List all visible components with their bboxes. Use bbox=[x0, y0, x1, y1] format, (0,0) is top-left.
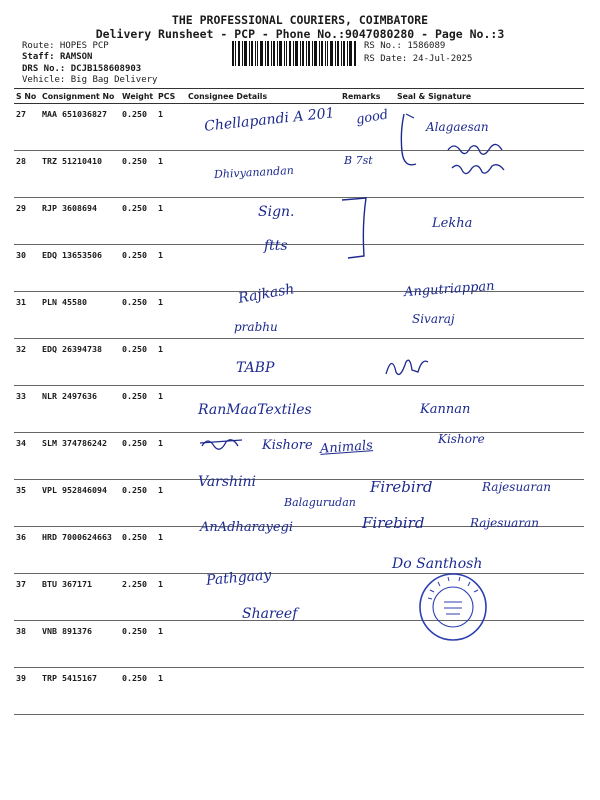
handwritten-extra: Balagurudan bbox=[284, 496, 356, 509]
sno-cell: 30 bbox=[14, 245, 40, 292]
signature-scribble bbox=[382, 352, 432, 382]
remark-bracket-scribble bbox=[340, 196, 370, 262]
signature-cell bbox=[395, 198, 584, 245]
round-seal-stamp bbox=[418, 572, 488, 642]
staff-value: RAMSON bbox=[59, 52, 93, 62]
col-header-sno: S No bbox=[14, 89, 40, 104]
vehicle-label: Vehicle: Big Bag Delivery bbox=[22, 75, 158, 85]
weight-cell: 0.250 bbox=[120, 198, 156, 245]
weight-cell: 0.250 bbox=[120, 245, 156, 292]
col-header-consignee: Consignee Details bbox=[186, 89, 340, 104]
handwritten-signature: Do Santhosh bbox=[392, 556, 483, 572]
struck-out-scribble bbox=[200, 432, 242, 454]
handwritten-remark: Firebird bbox=[370, 478, 433, 496]
pcs-cell: 1 bbox=[156, 151, 186, 198]
weight-cell: 0.250 bbox=[120, 433, 156, 480]
sno-cell: 39 bbox=[14, 668, 40, 715]
handwritten-signature: Rajesuaran bbox=[482, 480, 551, 494]
pcs-cell: 1 bbox=[156, 621, 186, 668]
pcs-cell: 1 bbox=[156, 668, 186, 715]
pcs-cell: 1 bbox=[156, 339, 186, 386]
weight-cell: 0.250 bbox=[120, 527, 156, 574]
handwritten-consignee: Rajkash bbox=[237, 281, 296, 307]
table-row bbox=[14, 245, 584, 292]
signature-scribble-tamil bbox=[446, 138, 526, 188]
handwritten-consignee: RanMaaTextiles bbox=[198, 402, 312, 418]
pcs-cell: 1 bbox=[156, 386, 186, 433]
remarks-cell bbox=[340, 621, 395, 668]
consignment-cell: HRD 7000624663 bbox=[40, 527, 120, 574]
pcs-cell: 1 bbox=[156, 292, 186, 339]
handwritten-consignee: Pathgaay bbox=[205, 567, 272, 589]
table-row bbox=[14, 198, 584, 245]
pcs-cell: 1 bbox=[156, 433, 186, 480]
remarks-cell bbox=[340, 527, 395, 574]
table-row bbox=[14, 527, 584, 574]
handwritten-signature: Rajesuaran bbox=[470, 516, 539, 530]
weight-cell: 0.250 bbox=[120, 151, 156, 198]
col-header-signature: Seal & Signature bbox=[395, 89, 584, 104]
handwritten-remark: Animals bbox=[319, 438, 374, 457]
handwritten-consignee: TABP bbox=[236, 360, 275, 376]
signature-cell bbox=[395, 668, 584, 715]
handwritten-signature: Lekha bbox=[432, 216, 473, 231]
consignment-cell: RJP 3608694 bbox=[40, 198, 120, 245]
staff-label: Staff: bbox=[22, 52, 55, 62]
sno-cell: 35 bbox=[14, 480, 40, 527]
handwritten-consignee: Kishore bbox=[262, 438, 313, 453]
sno-cell: 38 bbox=[14, 621, 40, 668]
consignee-cell bbox=[186, 245, 340, 292]
remarks-cell bbox=[340, 386, 395, 433]
remarks-cell bbox=[340, 668, 395, 715]
weight-cell: 0.250 bbox=[120, 339, 156, 386]
handwritten-signature: Alagaesan bbox=[426, 120, 489, 134]
consignment-cell: VPL 952846094 bbox=[40, 480, 120, 527]
handwritten-signature: Kishore bbox=[438, 432, 485, 446]
handwritten-signature: Angutriappan bbox=[403, 278, 495, 301]
signature-cell bbox=[395, 433, 584, 480]
weight-cell: 0.250 bbox=[120, 668, 156, 715]
barcode bbox=[232, 41, 356, 66]
pcs-cell: 1 bbox=[156, 527, 186, 574]
staff-line bbox=[22, 52, 92, 62]
pcs-cell: 1 bbox=[156, 198, 186, 245]
runsheet-subtitle: Delivery Runsheet - PCP - Phone No.:9047080280 - Page No.:3 bbox=[95, 27, 505, 41]
col-header-weight: Weight bbox=[120, 89, 156, 104]
route-label: Route: HOPES PCP bbox=[22, 41, 109, 51]
drs-number: DRS No.: DCJB158608903 bbox=[22, 64, 142, 74]
handwritten-consignee: Chellapandi A 201 bbox=[203, 105, 336, 135]
handwritten-consignee: Shareef bbox=[242, 606, 298, 622]
consignment-cell: BTU 367171 bbox=[40, 574, 120, 621]
consignment-cell: PLN 45580 bbox=[40, 292, 120, 339]
handwritten-consignee: prabhu bbox=[234, 320, 278, 334]
pcs-cell: 1 bbox=[156, 574, 186, 621]
table-row bbox=[14, 621, 584, 668]
handwritten-remark: good bbox=[354, 107, 390, 128]
rs-number: RS No.: 1586089 bbox=[364, 41, 446, 51]
signature-bracket-scribble bbox=[398, 112, 420, 172]
handwritten-consignee: ftts bbox=[264, 238, 288, 254]
handwritten-consignee: AnAdharayegi bbox=[200, 520, 294, 535]
remarks-cell bbox=[340, 292, 395, 339]
pcs-cell: 1 bbox=[156, 480, 186, 527]
sno-cell: 36 bbox=[14, 527, 40, 574]
consignee-cell bbox=[186, 668, 340, 715]
handwritten-remark: B 7st bbox=[344, 154, 373, 167]
handwritten-remark: Firebird bbox=[362, 514, 425, 532]
handwritten-signature: Kannan bbox=[420, 402, 471, 417]
weight-cell: 0.250 bbox=[120, 104, 156, 151]
weight-cell: 0.250 bbox=[120, 621, 156, 668]
sno-cell: 33 bbox=[14, 386, 40, 433]
sno-cell: 32 bbox=[14, 339, 40, 386]
sno-cell: 29 bbox=[14, 198, 40, 245]
col-header-pcs: PCS bbox=[156, 89, 186, 104]
consignment-cell: MAA 651036827 bbox=[40, 104, 120, 151]
table-row bbox=[14, 668, 584, 715]
consignment-cell: VNB 891376 bbox=[40, 621, 120, 668]
col-header-remarks: Remarks bbox=[340, 89, 395, 104]
sno-cell: 27 bbox=[14, 104, 40, 151]
pcs-cell: 1 bbox=[156, 104, 186, 151]
pcs-cell: 1 bbox=[156, 245, 186, 292]
table-row bbox=[14, 339, 584, 386]
rs-date: RS Date: 24-Jul-2025 bbox=[364, 54, 473, 64]
sno-cell: 28 bbox=[14, 151, 40, 198]
handwritten-consignee: Varshini bbox=[198, 474, 257, 490]
weight-cell: 0.250 bbox=[120, 480, 156, 527]
consignment-cell: TRZ 51210410 bbox=[40, 151, 120, 198]
sno-cell: 34 bbox=[14, 433, 40, 480]
consignment-cell: TRP 5415167 bbox=[40, 668, 120, 715]
table-row bbox=[14, 574, 584, 621]
table-row bbox=[14, 292, 584, 339]
col-header-consignment: Consignment No bbox=[40, 89, 120, 104]
handwritten-signature: Sivaraj bbox=[412, 312, 455, 326]
consignment-cell: SLM 374786242 bbox=[40, 433, 120, 480]
remarks-cell bbox=[340, 574, 395, 621]
consignee-cell bbox=[186, 621, 340, 668]
consignment-cell: NLR 2497636 bbox=[40, 386, 120, 433]
weight-cell: 0.250 bbox=[120, 386, 156, 433]
handwritten-consignee: Sign. bbox=[258, 204, 295, 220]
table-header-row bbox=[14, 89, 584, 104]
sno-cell: 37 bbox=[14, 574, 40, 621]
sno-cell: 31 bbox=[14, 292, 40, 339]
company-title: THE PROFESSIONAL COURIERS, COIMBATORE bbox=[171, 13, 429, 27]
consignment-cell: EDQ 13653506 bbox=[40, 245, 120, 292]
handwritten-consignee: Dhivyanandan bbox=[213, 163, 295, 182]
weight-cell: 2.250 bbox=[120, 574, 156, 621]
consignment-cell: EDQ 26394738 bbox=[40, 339, 120, 386]
weight-cell: 0.250 bbox=[120, 292, 156, 339]
